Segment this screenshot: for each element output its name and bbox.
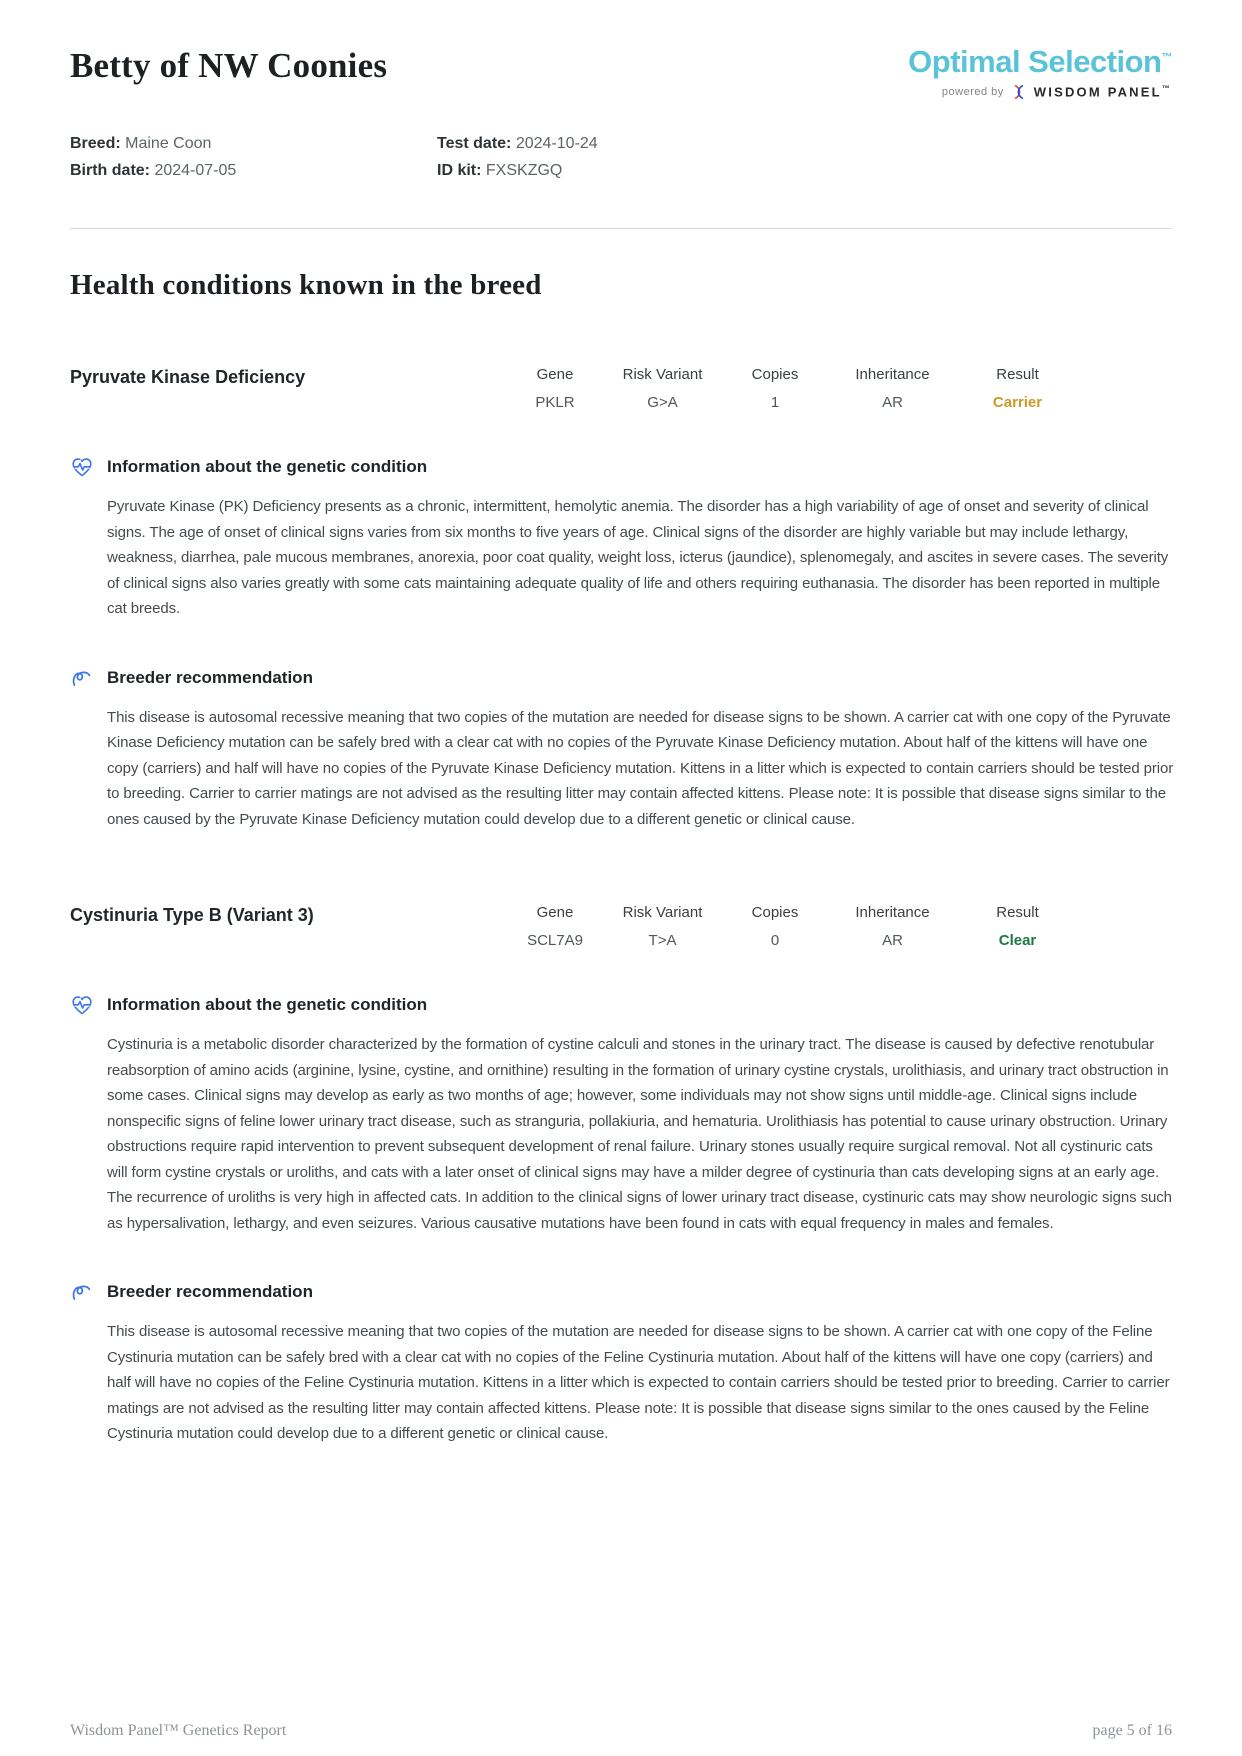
inheritance-column [825,366,960,411]
condition-name: Cystinuria Type B (Variant 3) [70,905,314,925]
inheritance-header: Inheritance [855,366,930,383]
test-date-value: 2024-10-24 [515,135,598,152]
breeder-recommendation-section [70,1280,1172,1447]
breeder-recommendation-section [70,666,1172,833]
risk-variant-column [600,904,725,949]
breeder-section-header [70,1280,1172,1304]
genetic-condition-info-section [70,993,1172,1236]
info-section-text: Cystinuria is a metabolic disorder characterized by the formation of cystine calculi and stones in the urinary tract. The disease is caused by defective renotubular reabsorption of amino acids (arginine, lysine, cystine, and ornithine) resulting in the formation of urinary cystine crystals, urolithiasis, and urinary tract obstruction in some cases. Clinical signs may develop as early as two months of age; however, some individuals may not show signs until middle-age. Clinical signs include nonspecific signs of feline lower urinary tract disease, such as stranguria, pollakiuria, and hematuria. Urolithiasis has potential to cause urinary obstruction. Urinary obstructions require rapid intervention to prevent subsequent development of renal failure. Urinary stones usually require surgical removal. Not all cystinuric cats will form cystine crystals or uroliths, and cats with a later onset of clinical signs may have a milder degree of cystinuria than cats developing signs at an early age. The recurrence of uroliths is very high in affected cats. In addition to the clinical signs of lower urinary tract disease, cystinuric cats may show neurologic signs such as hypersalivation, lethargy, and even seizures. Various causative mutations have been found in cats with equal frequency in males and females. [107,1036,1172,1232]
breeder-recommendation-yarn-icon [70,1280,94,1304]
heart-pulse-icon [70,455,94,479]
info-section-text: Pyruvate Kinase (PK) Deficiency presents as a chronic, intermittent, hemolytic anemia. The disorder has a high variability of age of onset and severity of clinical signs. The age of onset of clinical signs varies from six months to five years of age. Clinical signs of the disorder are highly variable but may include lethargy, weakness, diarrhea, pale mucous membranes, anorexia, poor coat quality, weight loss, icterus (jaundice), splenomegaly, and ascites in severe cases. The severity of clinical signs also varies greatly with some cats maintaining adequate quality of life and others requiring euthanasia. The disorder has been reported in multiple cat breeds. [107,498,1169,617]
risk-variant-value: T>A [648,932,677,949]
condition-block-cystinuria-type-b [70,904,1172,1447]
breeder-section-header [70,666,1172,690]
test-date-row [437,130,804,157]
copies-value: 1 [770,394,780,411]
breed-label: Breed: [70,135,121,152]
report-header [70,0,1172,100]
gene-header: Gene [536,366,574,383]
risk-variant-header: Risk Variant [622,366,703,383]
condition-summary-row [70,904,1172,949]
risk-variant-column [600,366,725,411]
condition-summary-row [70,366,1172,411]
partner-trademark: ™ [1161,84,1172,94]
page-footer [70,1722,1172,1740]
result-value-badge: Carrier [992,394,1043,411]
inheritance-header: Inheritance [855,904,930,921]
id-kit-label: ID kit: [437,162,482,179]
genetic-condition-info-section [70,455,1172,622]
result-header: Result [996,904,1039,921]
condition-block-pyruvate-kinase-deficiency [70,366,1172,832]
footer-report-name: Wisdom Panel™ Genetics Report [70,1722,287,1739]
partner-text: WISDOM PANEL [1033,84,1162,100]
breeder-section-text: This disease is autosomal recessive meaning that two copies of the mutation are needed for disease signs to be shown. A carrier cat with one copy of the Feline Cystinuria mutation can be safely bred with a clear cat with no copies of the Feline Cystinuria mutation. About half of the kittens will have one copy (carriers) and half will have no copies of the Feline Cystinuria mutation. Kittens in a litter which is expected to contain carriers should be tested prior to breeding. Carrier to carrier matings are not advised as the resulting litter may contain affected kittens. Please note: It is possible that disease signs similar to the ones caused by the Feline Cystinuria mutation could develop due to a different genetic or clinical cause. [107,1323,1170,1442]
gene-column [510,904,600,949]
risk-variant-header: Risk Variant [622,904,703,921]
brand-logo [908,46,1172,100]
result-header: Result [996,366,1039,383]
gene-value: SCL7A9 [527,932,583,949]
meta-right-column [437,130,804,184]
gene-header: Gene [536,904,574,921]
brand-text: Optimal Selection [908,44,1162,79]
info-section-title: Information about the genetic condition [107,457,428,476]
section-title: Health conditions known in the breed [70,269,542,301]
birth-date-label: Birth date: [70,162,150,179]
brand-trademark: ™ [1161,51,1172,64]
copies-header: Copies [751,904,799,921]
test-date-label: Test date: [437,135,512,152]
copies-column [725,904,825,949]
id-kit-value: FXSKZGQ [485,162,563,179]
info-section-title: Information about the genetic condition [107,995,428,1014]
info-section-header [70,455,1172,479]
copies-value: 0 [770,932,780,949]
condition-result-table [510,904,1075,949]
section-divider [70,228,1172,229]
breeder-section-title: Breeder recommendation [107,1282,313,1301]
inheritance-column [825,904,960,949]
footer-page-number: page 5 of 16 [1092,1722,1172,1739]
wisdom-panel-wordmark [1034,84,1172,99]
copies-column [725,366,825,411]
powered-by-row [908,84,1172,100]
breeder-recommendation-yarn-icon [70,666,94,690]
powered-by-label: powered by [941,86,1004,98]
result-column [960,904,1075,949]
copies-header: Copies [751,366,799,383]
meta-left-column [70,130,437,184]
pet-meta [70,130,1172,184]
risk-variant-value: G>A [647,394,678,411]
id-kit-row [437,157,804,184]
result-value-badge: Clear [998,932,1037,949]
optimal-selection-wordmark [908,46,1172,77]
info-section-header [70,993,1172,1017]
gene-value: PKLR [535,394,575,411]
birth-date-value: 2024-07-05 [154,162,237,179]
breeder-section-title: Breeder recommendation [107,667,313,687]
condition-name: Pyruvate Kinase Deficiency [70,367,306,387]
result-column [960,366,1075,411]
wisdom-panel-dna-icon [1011,84,1027,100]
breeder-section-text: This disease is autosomal recessive meaning that two copies of the mutation are needed for disease signs to be shown. A carrier cat with one copy of the Pyruvate Kinase Deficiency mutation can be safely bred with a clear cat with no copies of the Pyruvate Kinase Deficiency mutation. About half of the kittens will have one copy (carriers) and half will have no copies of the Pyruvate Kinase Deficiency mutation. Kittens in a litter which is expected to contain carriers should be tested prior to breeding. Carrier to carrier matings are not advised as the resulting litter may contain affected kittens. Please note: It is possible that disease signs similar to the ones caused by the Pyruvate Kinase Deficiency mutation could develop due to a different genetic or clinical cause. [107,708,1174,828]
breed-row [70,130,437,157]
heart-pulse-icon [70,993,94,1017]
inheritance-value: AR [882,394,903,411]
inheritance-value: AR [882,932,903,949]
birth-date-row [70,157,437,184]
gene-column [510,366,600,411]
breed-value: Maine Coon [125,135,212,152]
condition-result-table [510,366,1075,411]
pet-name-title: Betty of NW Coonies [70,46,388,85]
